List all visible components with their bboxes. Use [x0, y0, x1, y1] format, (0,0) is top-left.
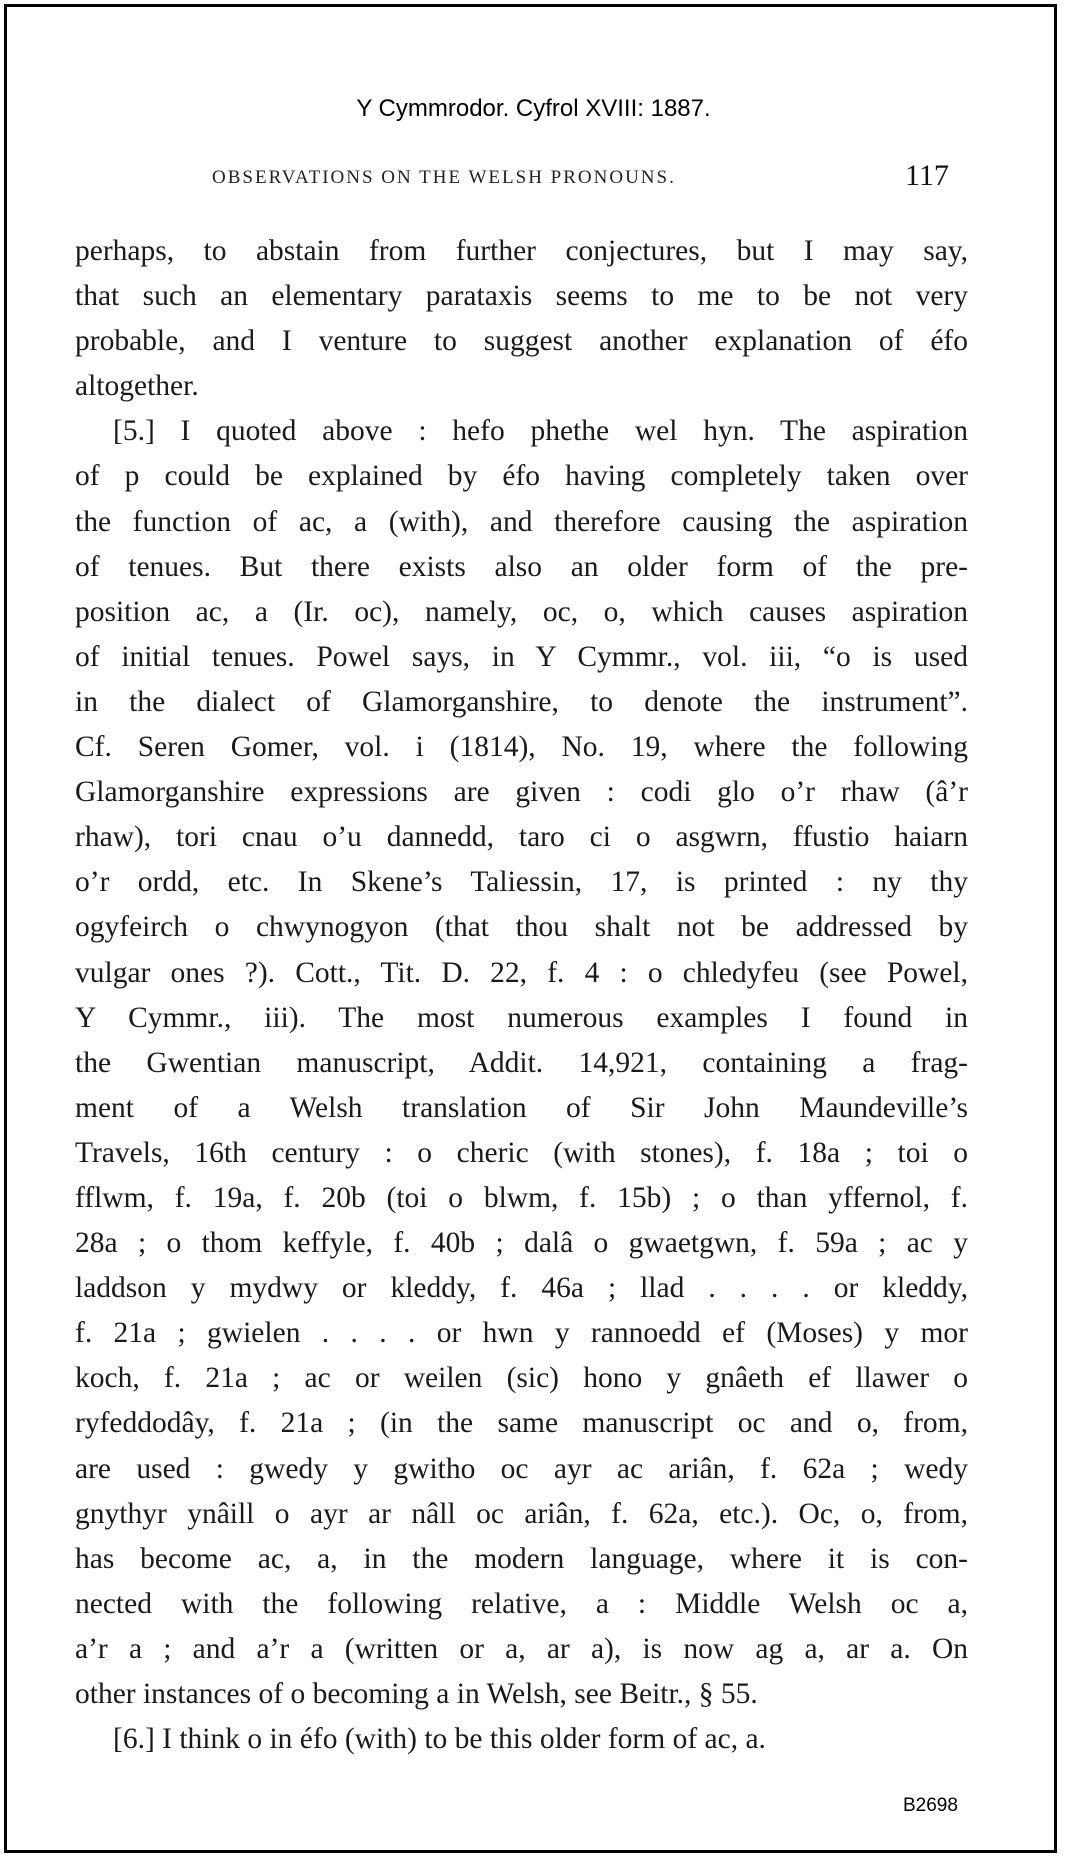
- text-line: the Gwentian manuscript, Addit. 14,921, containing a frag-: [75, 1046, 968, 1079]
- paragraph-6-start: [6.] I think o in éfo (with) to be this older form of ac, a.: [113, 1723, 766, 1756]
- text-line: 28a ; o thom keffyle, f. 40b ; dalâ o gwaetgwn, f. 59a ; ac y: [75, 1227, 968, 1260]
- text-line: rhaw), tori cnau o’u dannedd, taro ci o asgwrn, ffustio haiarn: [75, 821, 968, 854]
- text-line: f. 21a ; gwielen . . . . or hwn y rannoedd ef (Moses) y mor: [75, 1317, 968, 1350]
- running-head: OBSERVATIONS ON THE WELSH PRONOUNS.: [212, 167, 676, 188]
- text-line: other instances of o becoming a in Welsh, see Beitr., § 55.: [75, 1678, 758, 1710]
- catalog-number: B2698: [903, 1795, 958, 1816]
- text-line: laddson y mydwy or kleddy, f. 46a ; llad . . . . or kleddy,: [75, 1272, 968, 1305]
- text-line: the function of ac, a (with), and therefore causing the aspiration: [75, 505, 968, 538]
- collection-title: Y Cymmrodor. Cyfrol XVIII: 1887.: [356, 95, 711, 122]
- page-number: 117: [905, 159, 949, 192]
- text-line: ogyfeirch o chwynogyon (that thou shalt not be addressed by: [75, 911, 968, 944]
- text-line: ment of a Welsh translation of Sir John Maundeville’s: [75, 1091, 968, 1124]
- text-line: ryfeddodây, f. 21a ; (in the same manuscript oc and o, from,: [75, 1407, 968, 1440]
- text-line: vulgar ones ?). Cott., Tit. D. 22, f. 4 : o chledyfeu (see Powel,: [75, 956, 968, 989]
- paragraph-5-start: [5.] I quoted above : hefo phethe wel hyn. The aspiration: [113, 415, 968, 448]
- text-line: koch, f. 21a ; ac or weilen (sic) hono y gnâeth ef llawer o: [75, 1362, 968, 1395]
- text-line: nected with the following relative, a : Middle Welsh oc a,: [75, 1587, 968, 1620]
- page-frame: [4, 4, 1057, 1853]
- text-line: Y Cymmr., iii). The most numerous examples I found in: [75, 1001, 968, 1034]
- text-line: Cf. Seren Gomer, vol. i (1814), No. 19, where the following: [75, 731, 968, 764]
- text-line: in the dialect of Glamorganshire, to denote the instrument”.: [75, 685, 968, 718]
- text-line: has become ac, a, in the modern language, where it is con-: [75, 1542, 968, 1575]
- text-line: position ac, a (Ir. oc), namely, oc, o, which causes aspiration: [75, 595, 968, 628]
- text-line: fflwm, f. 19a, f. 20b (toi o blwm, f. 15b) ; o than yffernol, f.: [75, 1181, 968, 1214]
- text-line: of initial tenues. Powel says, in Y Cymmr., vol. iii, “o is used: [75, 640, 968, 673]
- text-line: gnythyr ynâill o ayr ar nâll oc ariân, f. 62a, etc.). Oc, o, from,: [75, 1497, 968, 1530]
- body-text: [75, 229, 968, 1762]
- text-line: Glamorganshire expressions are given : codi glo o’r rhaw (â’r: [75, 776, 968, 809]
- text-line: perhaps, to abstain from further conjectures, but I may say,: [75, 235, 968, 267]
- text-line: are used : gwedy y gwitho oc ayr ac ariân, f. 62a ; wedy: [75, 1452, 968, 1485]
- text-line: Travels, 16th century : o cheric (with stones), f. 18a ; toi o: [75, 1136, 968, 1169]
- text-line: of p could be explained by éfo having completely taken over: [75, 460, 968, 493]
- text-line: probable, and I venture to suggest another explanation of éfo: [75, 325, 968, 358]
- text-line: altogether.: [75, 370, 199, 403]
- text-line: of tenues. But there exists also an older form of the pre-: [75, 550, 968, 583]
- text-line: o’r ordd, etc. In Skene’s Taliessin, 17, is printed : ny thy: [75, 866, 968, 899]
- text-line: a’r a ; and a’r a (written or a, ar a), is now ag a, ar a. On: [75, 1632, 968, 1665]
- text-line: that such an elementary parataxis seems to me to be not very: [75, 280, 968, 313]
